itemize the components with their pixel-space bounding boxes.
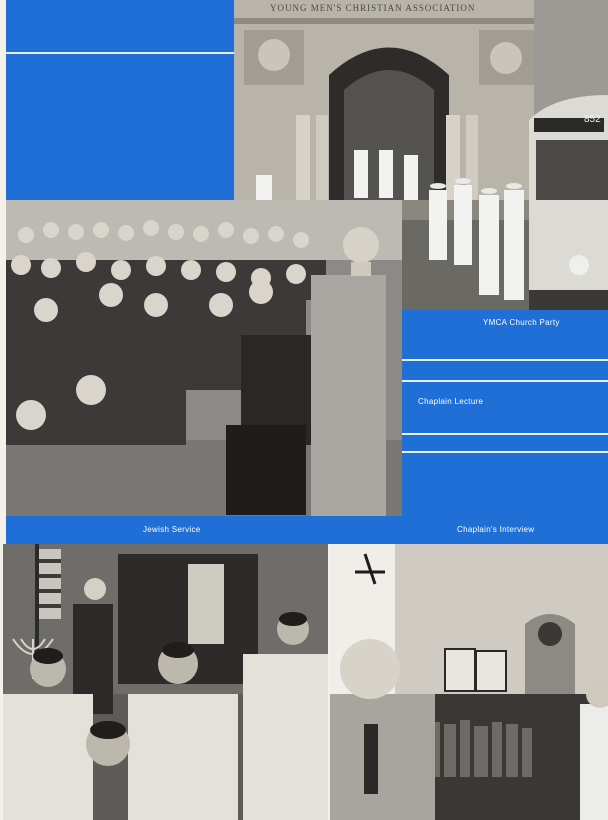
right-stripe-2 [402, 380, 608, 382]
chaplains-interview-photo [330, 544, 608, 820]
right-stripe-3 [402, 433, 608, 435]
chaplain-lecture-photo [6, 200, 402, 516]
top-left-stripe [6, 52, 234, 54]
right-stripe-1 [402, 359, 608, 361]
right-stripe-4 [402, 451, 608, 453]
chaplains-interview-caption: Chaplain's Interview [457, 525, 535, 534]
top-left-blue-panel [6, 0, 234, 200]
building-inscription: YOUNG MEN'S CHRISTIAN ASSOCIATION [270, 3, 476, 13]
bus-number: 852 [584, 114, 601, 125]
jewish-service-photo [3, 544, 328, 820]
right-blue-panel [402, 310, 608, 516]
ymca-church-party-caption: YMCA Church Party [483, 318, 560, 327]
jewish-service-caption: Jewish Service [143, 525, 201, 534]
chaplain-lecture-caption: Chaplain Lecture [418, 397, 484, 406]
